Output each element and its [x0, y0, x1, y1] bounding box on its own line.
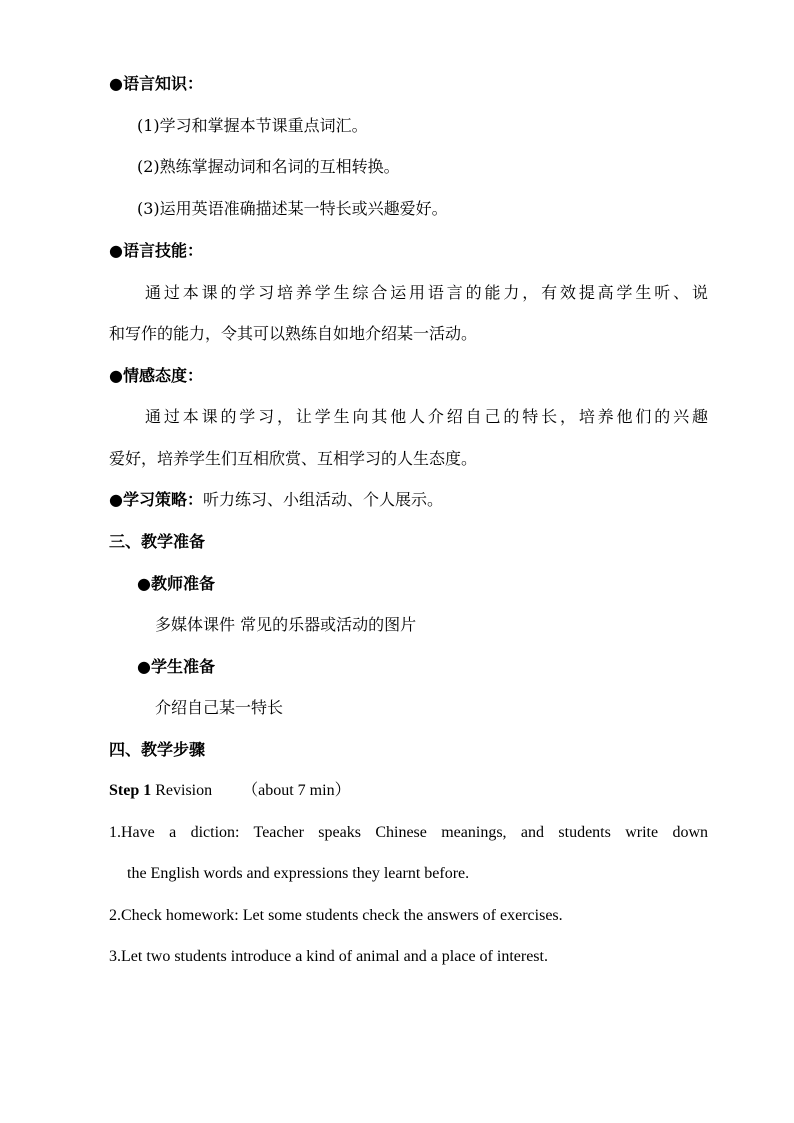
step-1-item-1-line-1: 1.Have a diction: Teacher speaks Chinese meanings, and students write down — [109, 824, 708, 841]
preparation-heading: 三、教学准备 — [109, 532, 206, 551]
attitude-heading: ●情感态度： — [109, 366, 203, 385]
step-1-item-3: 3.Let two students introduce a kind of animal and a place of interest. — [109, 948, 548, 965]
skills-paragraph-line-2: 和写作的能力，令其可以熟练自如地介绍某一活动。 — [109, 324, 478, 343]
student-prep-heading: ●学生准备 — [137, 657, 215, 676]
teacher-prep-heading: ●教师准备 — [137, 574, 215, 593]
knowledge-item-1: (1)学习和掌握本节课重点词汇。 — [137, 116, 368, 135]
strategy-text: 听力练习、小组活动、个人展示。 — [202, 490, 443, 509]
step-1-line — [109, 781, 351, 801]
knowledge-item-3: (3)运用英语准确描述某一特长或兴趣爱好。 — [137, 199, 448, 218]
attitude-paragraph-line-1: 通过本课的学习，让学生向其他人介绍自己的特长，培养他们的兴趣 — [145, 407, 708, 426]
strategy-heading: ●学习策略： — [109, 490, 203, 509]
steps-heading: 四、教学步骤 — [109, 740, 206, 759]
student-prep-text: 介绍自己某一特长 — [155, 698, 284, 717]
step-1-time: （about 7 min） — [242, 782, 351, 799]
skills-heading: ●语言技能： — [109, 241, 203, 260]
step-1-title: Revision — [151, 782, 213, 799]
step-1-item-2: 2.Check homework: Let some students check the answers of exercises. — [109, 907, 563, 924]
skills-paragraph-line-1: 通过本课的学习培养学生综合运用语言的能力，有效提高学生听、说 — [145, 283, 708, 302]
attitude-paragraph-line-2: 爱好，培养学生们互相欣赏、互相学习的人生态度。 — [109, 449, 478, 468]
teacher-prep-text: 多媒体课件 常见的乐器或活动的图片 — [155, 615, 417, 634]
step-1-label: Step 1 — [109, 782, 152, 799]
knowledge-heading: ●语言知识： — [109, 74, 203, 93]
step-1-item-1-line-2: the English words and expressions they learnt before. — [127, 865, 470, 882]
strategy-line — [109, 490, 443, 510]
knowledge-item-2: (2)熟练掌握动词和名词的互相转换。 — [137, 157, 400, 176]
